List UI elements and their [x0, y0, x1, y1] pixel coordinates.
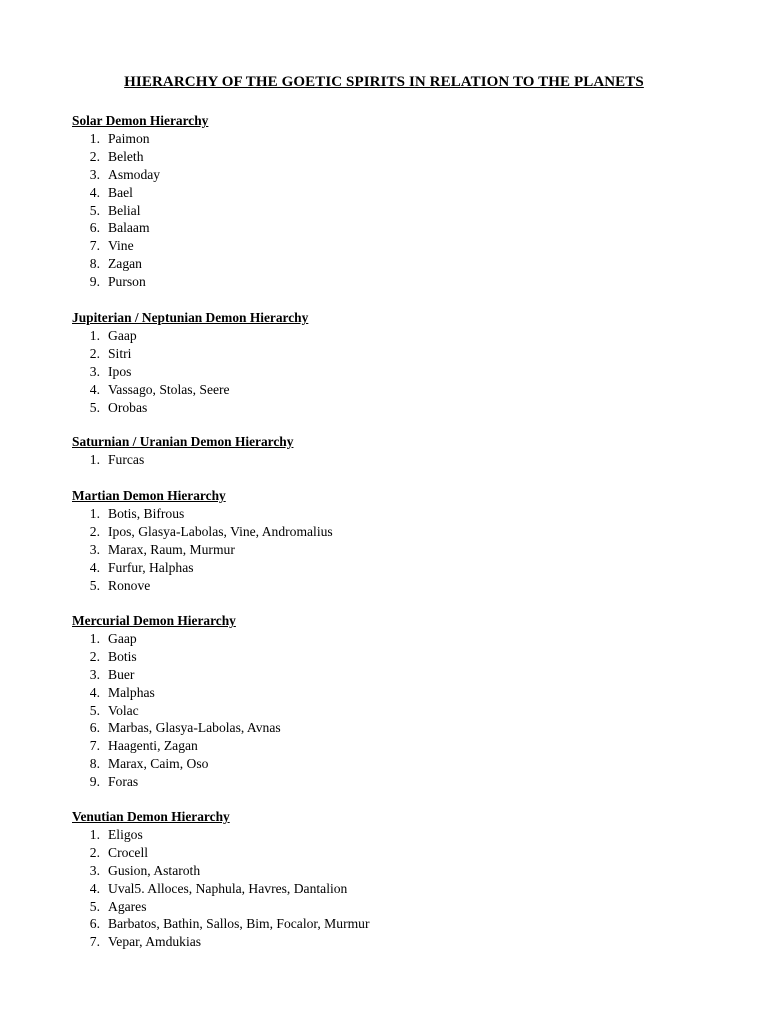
item-number: 3. — [89, 862, 100, 878]
list-item — [72, 880, 712, 898]
item-number: 8. — [89, 756, 100, 772]
item-text: Vine — [108, 238, 134, 254]
item-number: 7. — [89, 738, 100, 754]
item-number: 4. — [89, 684, 100, 700]
list-item — [72, 130, 712, 148]
item-number: 3. — [89, 166, 100, 182]
item-number: 5. — [89, 702, 100, 718]
item-text: Marbas, Glasya-Labolas, Avnas — [108, 720, 281, 736]
list-item — [72, 559, 712, 577]
list-item — [72, 327, 712, 345]
section-heading: Solar Demon Hierarchy — [72, 113, 209, 128]
section-heading: Martian Demon Hierarchy — [72, 488, 226, 503]
item-number: 7. — [89, 934, 100, 950]
list-item — [72, 363, 712, 381]
item-number: 3. — [89, 541, 100, 557]
list-item — [72, 451, 712, 469]
section-martian — [72, 487, 712, 594]
list-item — [72, 577, 712, 595]
item-text: Marax, Caim, Oso — [108, 756, 209, 772]
item-text: Sitri — [108, 345, 132, 361]
item-text: Foras — [108, 774, 139, 790]
list-item — [72, 255, 712, 273]
item-text: Zagan — [108, 256, 142, 272]
item-text: Volac — [108, 702, 139, 718]
item-number: 2. — [89, 523, 100, 539]
item-number: 5. — [89, 202, 100, 218]
item-number: 4. — [89, 381, 100, 397]
list-item — [72, 684, 712, 702]
item-text: Eligos — [108, 827, 143, 842]
item-text: Botis, Bifrous — [108, 506, 185, 521]
item-number: 4. — [89, 880, 100, 896]
demon-list — [72, 630, 712, 791]
item-number: 4. — [89, 559, 100, 575]
section-jupiterian — [72, 309, 712, 416]
item-text: Malphas — [108, 684, 155, 700]
item-text: Uval5. Alloces, Naphula, Havres, Dantalion — [108, 880, 348, 896]
item-number: 1. — [89, 631, 100, 646]
list-item — [72, 719, 712, 737]
item-text: Barbatos, Bathin, Sallos, Bim, Focalor, Murmur — [108, 916, 370, 932]
item-number: 9. — [89, 774, 100, 790]
item-number: 6. — [89, 220, 100, 236]
list-item — [72, 237, 712, 255]
list-item — [72, 737, 712, 755]
list-item — [72, 202, 712, 220]
section-heading: Venutian Demon Hierarchy — [72, 809, 230, 824]
item-text: Vassago, Stolas, Seere — [108, 381, 230, 397]
item-text: Purson — [108, 274, 146, 290]
demon-list — [72, 130, 712, 291]
item-text: Asmoday — [108, 166, 161, 182]
item-number: 5. — [89, 399, 100, 415]
item-text: Furcas — [108, 452, 145, 467]
item-number: 1. — [89, 131, 100, 146]
item-text: Paimon — [108, 131, 150, 146]
list-item — [72, 541, 712, 559]
list-item — [72, 399, 712, 417]
item-number: 9. — [89, 274, 100, 290]
item-number: 2. — [89, 148, 100, 164]
item-number: 2. — [89, 844, 100, 860]
item-text: Haagenti, Zagan — [108, 738, 198, 754]
document-title: HIERARCHY OF THE GOETIC SPIRITS IN RELATION TO THE PLANETS — [124, 74, 644, 90]
list-item — [72, 666, 712, 684]
item-number: 1. — [89, 827, 100, 842]
item-text: Belial — [108, 202, 141, 218]
item-text: Beleth — [108, 148, 144, 164]
demon-list — [72, 826, 712, 951]
item-number: 3. — [89, 363, 100, 379]
list-item — [72, 702, 712, 720]
item-number: 8. — [89, 256, 100, 272]
list-item — [72, 630, 712, 648]
section-mercurial — [72, 612, 712, 791]
item-text: Gaap — [108, 328, 137, 343]
item-number: 6. — [89, 916, 100, 932]
list-item — [72, 273, 712, 291]
item-text: Balaam — [108, 220, 150, 236]
item-number: 5. — [89, 577, 100, 593]
item-text: Botis — [108, 648, 137, 664]
item-text: Buer — [108, 666, 135, 682]
list-item — [72, 862, 712, 880]
item-number: 4. — [89, 184, 100, 200]
item-text: Ronove — [108, 577, 151, 593]
section-venutian — [72, 808, 712, 951]
section-heading: Saturnian / Uranian Demon Hierarchy — [72, 434, 294, 449]
list-item — [72, 184, 712, 202]
section-heading: Jupiterian / Neptunian Demon Hierarchy — [72, 310, 309, 325]
item-number: 2. — [89, 648, 100, 664]
section-heading: Mercurial Demon Hierarchy — [72, 613, 236, 628]
list-item — [72, 898, 712, 916]
item-text: Ipos — [108, 363, 132, 379]
item-text: Vepar, Amdukias — [108, 934, 202, 950]
item-text: Furfur, Halphas — [108, 559, 194, 575]
list-item — [72, 219, 712, 237]
list-item — [72, 933, 712, 951]
list-item — [72, 523, 712, 541]
item-number: 5. — [89, 898, 100, 914]
demon-list — [72, 327, 712, 416]
item-text: Gaap — [108, 631, 137, 646]
item-text: Bael — [108, 184, 133, 200]
list-item — [72, 844, 712, 862]
item-number: 3. — [89, 666, 100, 682]
item-number: 1. — [89, 452, 100, 467]
list-item — [72, 505, 712, 523]
list-item — [72, 826, 712, 844]
list-item — [72, 755, 712, 773]
list-item — [72, 345, 712, 363]
item-text: Agares — [108, 898, 147, 914]
item-number: 2. — [89, 345, 100, 361]
item-text: Crocell — [108, 844, 149, 860]
section-saturnian — [72, 433, 712, 469]
item-number: 1. — [89, 506, 100, 521]
demon-list — [72, 451, 712, 469]
list-item — [72, 166, 712, 184]
item-text: Marax, Raum, Murmur — [108, 541, 235, 557]
list-item — [72, 648, 712, 666]
list-item — [72, 148, 712, 166]
demon-list — [72, 505, 712, 594]
section-solar — [72, 112, 712, 291]
item-text: Gusion, Astaroth — [108, 862, 201, 878]
list-item — [72, 773, 712, 791]
item-text: Orobas — [108, 399, 148, 415]
list-item — [72, 381, 712, 399]
item-text: Ipos, Glasya-Labolas, Vine, Andromalius — [108, 523, 333, 539]
list-item — [72, 915, 712, 933]
item-number: 7. — [89, 238, 100, 254]
item-number: 6. — [89, 720, 100, 736]
item-number: 1. — [89, 328, 100, 343]
